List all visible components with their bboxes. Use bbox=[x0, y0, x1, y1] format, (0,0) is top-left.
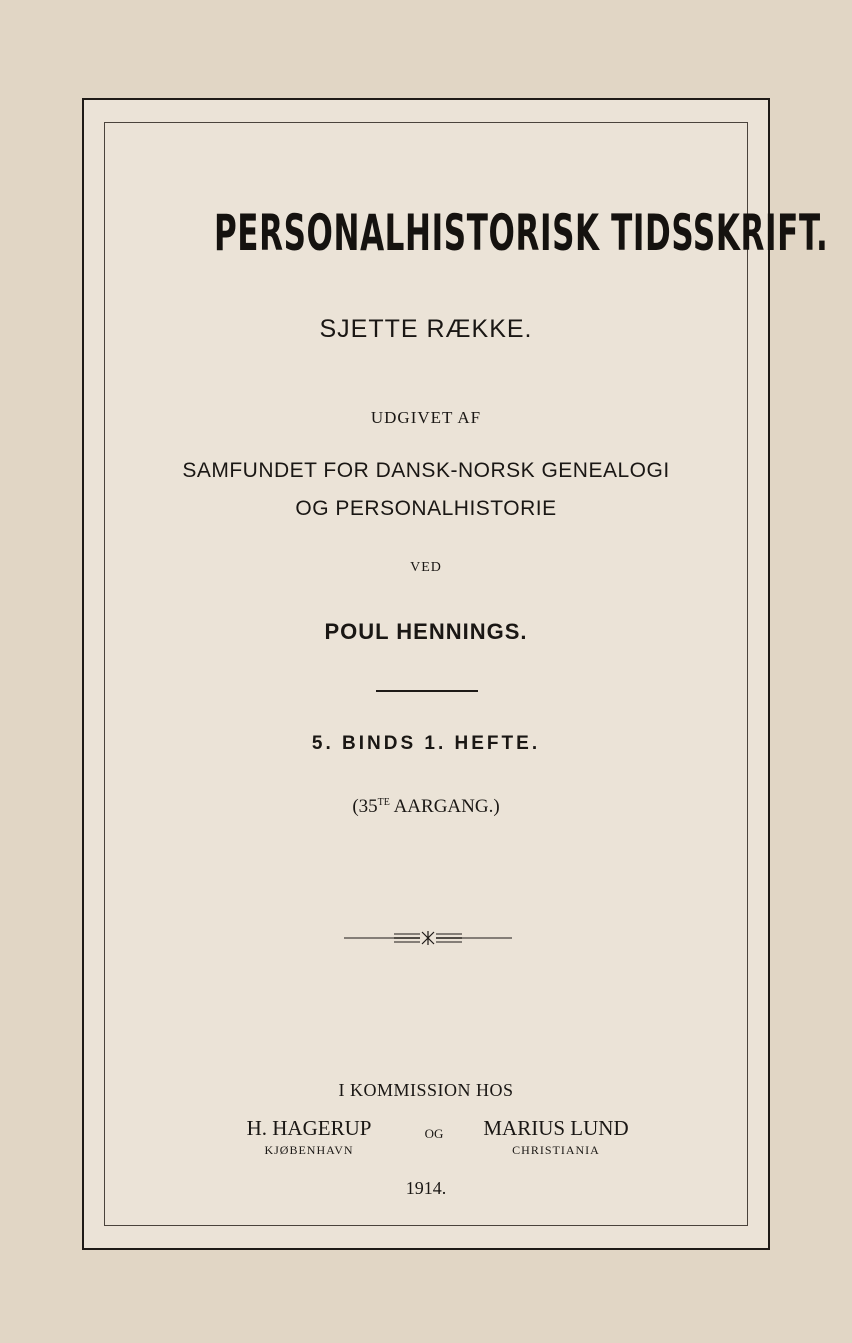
series-label: SJETTE RÆKKE. bbox=[319, 315, 533, 343]
publisher-name: H. HAGERUP bbox=[246, 1116, 372, 1140]
editor-name: POUL HENNINGS. bbox=[324, 619, 528, 644]
year-number bbox=[84, 790, 768, 820]
journal-title: PERSONALHISTORISK TIDSSKRIFT. bbox=[213, 204, 829, 262]
year-number-suffix: TE bbox=[377, 797, 390, 808]
year-number-open: (35 bbox=[352, 796, 378, 817]
ornament-divider-icon bbox=[344, 928, 512, 948]
title-page bbox=[82, 98, 829, 1250]
commission-label: I KOMMISSION HOS bbox=[338, 1080, 514, 1100]
inner-border-frame bbox=[104, 122, 829, 1226]
publisher-name: MARIUS LUND bbox=[483, 1116, 629, 1140]
published-by-label: UDGIVET AF bbox=[370, 408, 482, 427]
society-name-line2: OG PERSONALHISTORIE bbox=[295, 497, 557, 520]
society-name-line1: SAMFUNDET FOR DANSK-NORSK GENEALOGI bbox=[182, 459, 670, 482]
year-number-close: AARGANG.) bbox=[389, 796, 500, 817]
conjunction: OG bbox=[424, 1126, 444, 1141]
editor-label: VED bbox=[410, 560, 442, 575]
volume-issue: 5. BINDS 1. HEFTE. bbox=[311, 733, 541, 754]
horizontal-rule bbox=[376, 690, 478, 692]
publication-year: 1914. bbox=[405, 1178, 447, 1198]
publisher-city: CHRISTIANIA bbox=[512, 1143, 600, 1157]
publisher-right bbox=[476, 1114, 636, 1158]
publisher-city: KJØBENHAVN bbox=[264, 1143, 354, 1157]
publisher-left bbox=[234, 1114, 384, 1158]
